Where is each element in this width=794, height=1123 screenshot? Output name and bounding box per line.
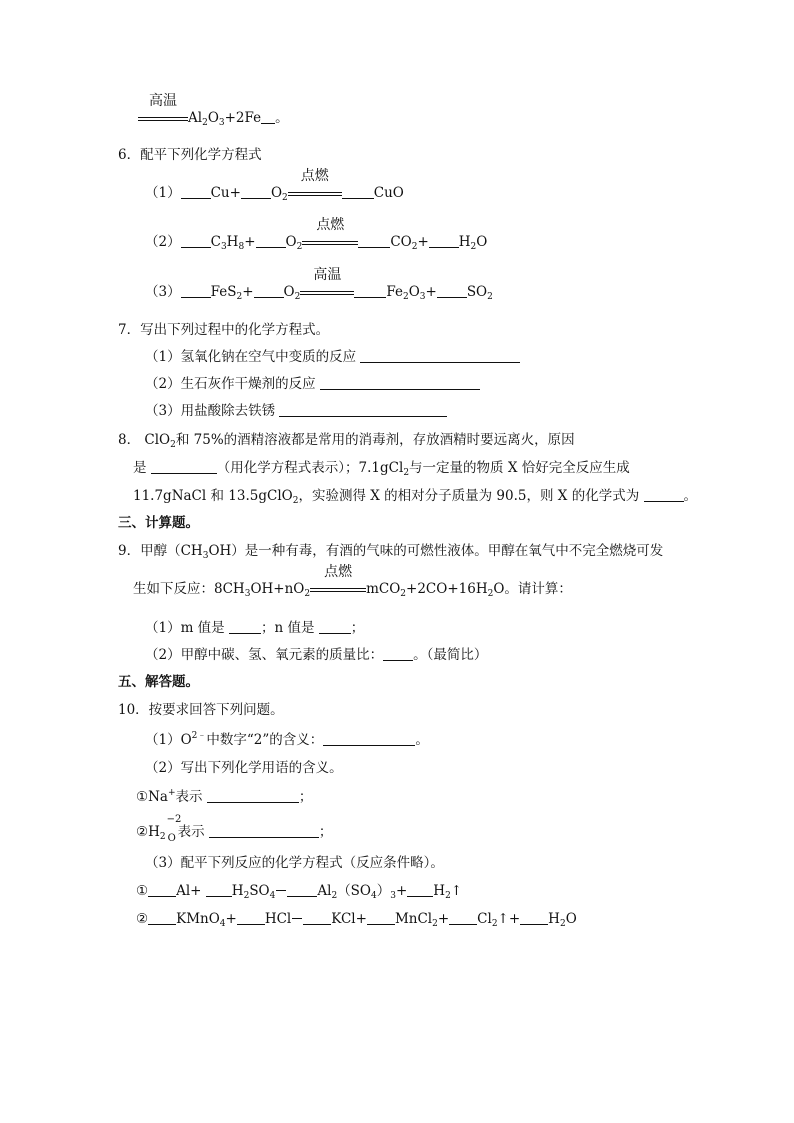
answer-blank[interactable]	[644, 488, 684, 502]
answer-blank[interactable]	[279, 403, 447, 417]
answer-blank[interactable]	[181, 185, 211, 199]
q9-item-1: （1）m 值是 ；n 值是 ；	[145, 620, 365, 636]
answer-blank[interactable]	[319, 620, 351, 634]
section-heading-3: 三、计算题。	[118, 515, 199, 531]
answer-blank[interactable]	[181, 234, 211, 248]
answer-blank[interactable]	[354, 284, 386, 298]
answer-blank[interactable]	[148, 883, 176, 897]
q10-title: 10．按要求回答下列问题。	[118, 702, 284, 718]
q9-item-2: （2）甲醇中碳、氢、氧元素的质量比： 。（最简比）	[145, 647, 488, 663]
q6-equation-1: （1） $Cu+ O_2$ 点燃 CuO	[145, 168, 404, 203]
q8-line-3: 11.7gNaCl 和 13.5gClO$_2$，实验测得 X 的相对分子质量为 90.5，则 X 的化学式为 。	[133, 488, 697, 506]
q9-line-1: 9．甲醇$(CH_3OH)$是一种有毒，有酒的气味的可燃性液体。甲醇在氧气中不完全燃烧可发	[118, 543, 664, 561]
q6-equation-2: （2） $C_3H_8+ O_2$ 点燃 $CO_2+ H_2O$	[145, 217, 488, 252]
answer-blank[interactable]	[407, 883, 433, 897]
answer-blank[interactable]	[151, 460, 217, 474]
answer-blank[interactable]	[229, 620, 261, 634]
reaction-condition: 高温	[300, 283, 354, 301]
top-equation-tail: 高温 $Al_2O_3+2Fe$ 。	[138, 109, 289, 127]
answer-blank[interactable]	[209, 824, 319, 838]
answer-blank[interactable]	[303, 911, 331, 925]
valence-notation: −2 O	[166, 814, 182, 844]
q9-line-2: 生如下反应：$8CH_3OH+nO_2$ 点燃 $mCO_2+2CO+16H_2O$。请计算：	[133, 564, 572, 599]
section-heading-5: 五、解答题。	[118, 674, 199, 690]
q6-title: 6．配平下列化学方程式	[118, 147, 262, 163]
q8-line-1: 8． ClO$_2$和 75%的酒精溶液都是常用的消毒剂，存放酒精时要远离火，原因	[118, 432, 575, 450]
q7-item-2: （2）生石灰作干燥剂的反应	[145, 375, 480, 393]
reaction-condition: 点燃	[310, 580, 366, 598]
q10-sub-2: $②H_2$ −2 O 表示 ；	[136, 814, 333, 844]
answer-blank[interactable]	[520, 911, 548, 925]
q10-sub-1: ①Na+表示 ；	[136, 788, 313, 805]
answer-blank[interactable]	[449, 911, 477, 925]
answer-blank[interactable]	[429, 234, 459, 248]
answer-blank[interactable]	[237, 911, 265, 925]
q10-item-2: （2）写出下列化学用语的含义。	[145, 760, 343, 776]
q10-item-3: （3）配平下列反应的化学方程式（反应条件略）。	[145, 855, 444, 871]
reaction-condition: 点燃	[302, 233, 358, 251]
answer-blank[interactable]	[367, 911, 395, 925]
answer-blank[interactable]	[206, 883, 232, 897]
q7-item-3: （3）用盐酸除去铁锈	[145, 402, 447, 420]
q10-reaction-1: ① $Al+ H_2SO_4$ $Al_2(SO_4)_3+$ $H_2↑$	[136, 883, 463, 901]
answer-blank[interactable]	[241, 185, 271, 199]
answer-blank[interactable]	[437, 284, 467, 298]
answer-blank[interactable]	[254, 284, 284, 298]
reaction-condition: 点燃	[288, 184, 342, 202]
answer-blank[interactable]	[358, 234, 390, 248]
q10-reaction-2: ② KMnO$_4$+ HCl KCl+ MnCl$_2$+ $Cl_2↑+ H_2O$	[136, 911, 577, 929]
q8-line-2: 是 （用化学方程式表示）；7.1gCl$_2$与一定量的物质 X 恰好完全反应生成	[133, 460, 630, 478]
answer-blank[interactable]	[383, 647, 413, 661]
q6-equation-3: （3） $FeS_2+ O_2$ 高温 $Fe_2O_3+ SO_2$	[145, 267, 493, 302]
q7-item-1: （1）氢氧化钠在空气中变质的反应	[145, 348, 520, 366]
q10-item-1: $(1)O^{2﹣}$中数字“2”的含义： 。	[145, 731, 429, 748]
reaction-dash	[276, 890, 286, 891]
answer-blank[interactable]	[181, 284, 211, 298]
answer-blank[interactable]	[320, 376, 480, 390]
answer-blank[interactable]	[360, 349, 520, 363]
answer-blank[interactable]	[256, 234, 286, 248]
answer-blank[interactable]	[342, 185, 374, 199]
answer-blank[interactable]	[148, 911, 176, 925]
answer-blank[interactable]	[323, 732, 415, 746]
answer-blank[interactable]	[287, 883, 317, 897]
answer-blank[interactable]	[207, 789, 299, 803]
reaction-condition: 高温	[138, 109, 188, 127]
q7-title: 7．写出下列过程中的化学方程式。	[118, 322, 330, 338]
reaction-dash	[292, 918, 302, 919]
